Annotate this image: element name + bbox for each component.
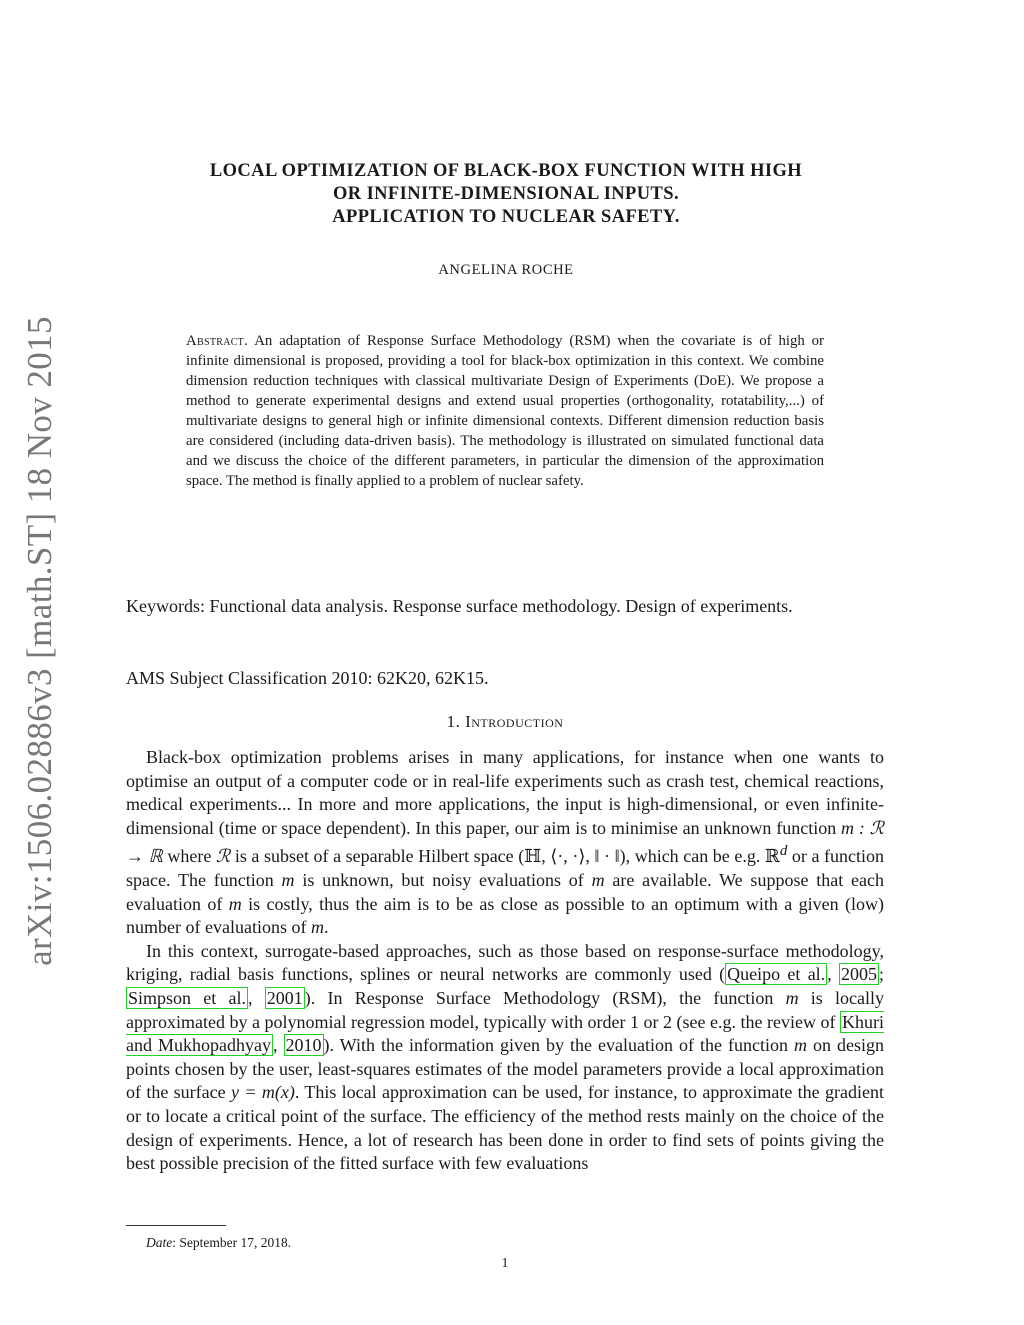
- math: ℛ: [215, 846, 231, 867]
- text-run: is locally approximated by a polynomial regression model, typically with order 1 or 2 (see e.g. the review of: [126, 987, 885, 1032]
- math: m: [591, 869, 605, 890]
- citation-link[interactable]: Khuri and Mukhopadhyay: [126, 1011, 884, 1056]
- text-run: is costly, thus the aim is to be as close as possible to an optimum with a given (low) number of evaluations of: [126, 893, 884, 938]
- text-run: Black-box optimization problems arises in many applications, for instance when one wants to optimise an output of a computer code or in real-life experiments such as crash test, chemical reactions, medical experiments... In more and more applications, the input is high-dimensional, or even infinite-dimensional (time or space dependent). In this paper, our aim is to minimise an unknown function: [126, 747, 884, 838]
- math: y = m(x): [231, 1082, 295, 1103]
- text-run: ,: [272, 1035, 284, 1056]
- text-run: on design points chosen by the user, least-squares estimates of the model parameters provide a local approximation of the surface: [126, 1035, 884, 1103]
- text-run: ;: [878, 964, 884, 985]
- text-run: or a function space. The function: [126, 846, 884, 890]
- math: m: [793, 1035, 807, 1056]
- paragraph-1: [126, 746, 884, 940]
- paper-title: [126, 160, 886, 229]
- section-number: 1.: [446, 712, 461, 731]
- title-line: LOCAL OPTIMIZATION OF BLACK-BOX FUNCTION WITH HIGH: [209, 161, 803, 181]
- footnote-text: : September 17, 2018.: [172, 1235, 292, 1250]
- author-name: ANGELINA ROCHE: [438, 262, 574, 278]
- abstract: [186, 331, 824, 491]
- citation-link[interactable]: Simpson et al.: [128, 987, 246, 1008]
- citation-link[interactable]: Queipo et al.: [727, 964, 826, 985]
- section-heading: [126, 712, 884, 732]
- ams-classification: AMS Subject Classification 2010: 62K20, 62K15.: [126, 668, 489, 688]
- body-text: [126, 746, 884, 1176]
- text-run: . This local approximation can be used, for instance, to approximate the gradient or to locate a critical point of the surface. The efficiency of the method rests mainly on the choice of the design of experiments. Hence, a lot of research has been done in order to find sets of points giving the best possible precision of the fitted surface with few evaluations: [126, 1082, 884, 1174]
- math: m: [281, 869, 295, 890]
- page-number: 1: [501, 1256, 509, 1271]
- footnote-rule: [126, 1225, 226, 1226]
- citation-link[interactable]: 2010: [285, 1035, 322, 1056]
- title-line: OR INFINITE-DIMENSIONAL INPUTS.: [333, 184, 679, 204]
- arxiv-watermark: [18, 316, 62, 966]
- math: m: [228, 893, 242, 914]
- text-run: ). In Response Surface Methodology (RSM), the function: [304, 987, 786, 1008]
- footnote: [146, 1235, 291, 1251]
- abstract-text: An adaptation of Response Surface Methodology (RSM) when the covariate is of high or infinite dimensional is proposed, providing a tool for black-box optimization in this context. We combine dimension reduction techniques with classical multivariate Design of Experiments (DoE). We propose a method to generate experimental designs and extend usual properties (orthogonality, rotatability,...) of multivariate designs to general high or infinite dimensional contexts. Different dimension reduction basis are considered (including data-driven basis). The methodology is illustrated on simulated functional data and we discuss the choice of the different parameters, in particular the dimension of the approximation space. The method is finally applied to a problem of nuclear safety.: [186, 333, 824, 489]
- text-run: ). With the information given by the evaluation of the function: [323, 1035, 794, 1056]
- text-run: ,: [827, 964, 839, 985]
- section-title: Introduction: [465, 712, 564, 731]
- keywords: Keywords: Functional data analysis. Response surface methodology. Design of experiments.: [126, 596, 793, 616]
- math: m : ℛ → ℝ: [126, 817, 884, 867]
- math: m: [785, 987, 799, 1008]
- text-run: are available. We suppose that each evaluation of: [126, 869, 884, 914]
- title-line: APPLICATION TO NUCLEAR SAFETY.: [332, 207, 680, 227]
- paragraph-2: [126, 940, 884, 1176]
- footnote-label: Date: [146, 1235, 173, 1250]
- text-run: is unknown, but noisy evaluations of: [294, 869, 592, 890]
- citation-link[interactable]: 2001: [266, 987, 303, 1008]
- text-run: In this context, surrogate-based approaches, such as those based on response-surface methodology, kriging, radial basis functions, splines or neural networks are commonly used (: [126, 940, 884, 985]
- text-run: where: [162, 846, 216, 867]
- text-run: is a subset of a separable Hilbert space (ℍ, ⟨·, ·⟩, ‖ · ‖), which can be e.g.: [230, 846, 765, 867]
- math: m: [310, 917, 324, 938]
- abstract-heading: Abstract.: [186, 333, 249, 349]
- math-superscript: d: [779, 843, 788, 860]
- text-run: ,: [247, 987, 265, 1008]
- citation-link[interactable]: 2005: [840, 964, 877, 985]
- text-run: .: [323, 917, 329, 938]
- math: ℝ: [764, 846, 780, 867]
- arxiv-id: arXiv:1506.02886v3 [math.ST] 18 Nov 2015: [20, 316, 59, 966]
